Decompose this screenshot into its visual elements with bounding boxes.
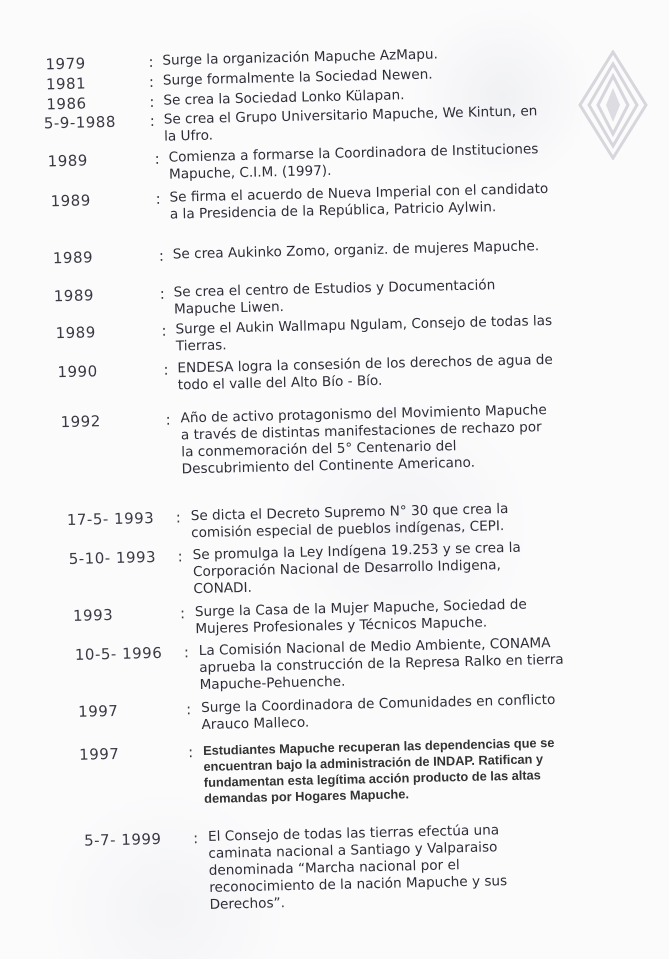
entry-description: La Comisión Nacional de Medio Ambiente, CONAMA aprueba la construcción de la Represa Ralko en tierra Mapuche-Pehuenche.: [198, 635, 564, 694]
entry-separator: :: [179, 604, 186, 623]
entry-description: Surge la Coordinadora de Comunidades en conflicto Arauco Malleco.: [200, 691, 556, 733]
entry-description: Se crea la Sociedad Lonko Külapan.: [163, 87, 405, 109]
timeline-entry: [0, 178, 662, 223]
entry-separator: :: [163, 360, 169, 379]
entry-date: 1989: [52, 248, 94, 268]
entry-date: 1989: [55, 323, 96, 343]
entry-separator: :: [183, 643, 190, 662]
entry-description: Se crea Aukinko Zomo, organiz. de mujeres Mapuche.: [172, 238, 540, 263]
entry-separator: :: [159, 284, 165, 303]
entry-date: 1993: [72, 605, 114, 625]
entry-date: 5-10- 1993: [68, 547, 157, 568]
entry-description: Año de activo protagonismo del Movimiento Mapuche a través de distintas manifestaciones de rechazo por la conmemoración del 5° Centenario del Descubrimiento del Continente Americano.: [180, 402, 547, 478]
timeline-entry: [6, 732, 669, 806]
entry-date: 10-5- 1996: [74, 643, 163, 664]
entry-date: 1990: [57, 362, 98, 382]
entry-separator: :: [161, 321, 167, 340]
entry-description: Surge la Casa de la Mujer Mapuche, Sociedad de Mujeres Profesionales y Técnicos Mapuche.: [194, 596, 527, 638]
entry-date: 5-7- 1999: [83, 829, 162, 850]
entry-separator: :: [185, 700, 192, 719]
entry-separator: :: [148, 72, 155, 92]
entry-description: ENDESA logra la consesión de los derechos de agua de todo el valle del Alto Bío - Bío.: [177, 351, 553, 394]
entry-separator: :: [175, 508, 182, 527]
timeline-entry: [3, 593, 669, 638]
entry-description: Comienza a formarse la Coordinadora de Instituciones Mapuche, C.I.M. (1997).: [168, 141, 539, 183]
entry-separator: :: [149, 111, 156, 130]
entry-description: Se dicta el Decreto Supremo N° 30 que crea la comisión especial de pueblos indígenas, CEPI.: [190, 500, 509, 542]
entry-separator: :: [155, 189, 161, 208]
entry-separator: :: [177, 547, 183, 566]
entry-description: El Consejo de todas las tierras efectúa una caminata nacional a Santiago y Valparaiso denominada “Marcha nacional por el reconocimiento de la nación Mapuche y sus Derechos”.: [207, 822, 508, 913]
entry-separator: :: [158, 246, 165, 265]
entry-date: 1979: [45, 54, 86, 74]
entry-date: 1989: [53, 286, 95, 306]
timeline-entry: [1, 497, 669, 542]
entry-date: 1989: [50, 191, 91, 211]
timeline-entry: [5, 689, 669, 733]
entry-description: Se crea el centro de Estudios y Documentación Mapuche Liwen.: [173, 277, 496, 318]
entry-date: 1986: [46, 94, 87, 114]
entry-date: 1989: [47, 151, 89, 171]
entry-separator: :: [149, 92, 155, 111]
entry-date: 1997: [78, 744, 120, 764]
entry-description: Surge el Aukin Wallmapu Ngulam, Consejo de todas las Tierras.: [175, 312, 553, 355]
timeline-entry: [0, 235, 664, 268]
entry-description: Estudiantes Mapuche recuperan las dependencias que se encuentran bajo la administración de INDAP. Ratifican y fundamentan esta legítima acción producto de las altas demandas por Hogares Mapuche.: [202, 734, 555, 806]
entry-date: 1981: [45, 74, 87, 94]
entry-date: 5-9-1988: [43, 112, 117, 133]
entry-description: Surge formalmente la Sociedad Newen.: [162, 66, 433, 89]
entry-separator: :: [148, 52, 154, 72]
entry-date: 1992: [60, 412, 101, 432]
timeline-entry: [0, 273, 664, 318]
entry-description: Se firma el acuerdo de Nueva Imperial con el candidato a la Presidencia de la República, Patricio Aylwin.: [169, 180, 549, 223]
entry-date: 1997: [77, 701, 119, 721]
entry-separator: :: [154, 149, 160, 168]
entry-description: Surge la organización Mapuche AzMapu.: [162, 46, 439, 69]
timeline-entry: [8, 818, 669, 913]
entry-date: 17-5- 1993: [66, 509, 155, 529]
entry-description: Se promulga la Ley Indígena 19.253 y se crea la Corporación Nacional de Desarrollo Indigena, CONADI.: [192, 539, 521, 598]
timeline-entry: [0, 41, 659, 74]
entry-description: Se crea el Grupo Universitario Mapuche, We Kintun, en la Ufro.: [163, 103, 538, 145]
entry-separator: :: [192, 829, 199, 848]
entry-separator: :: [187, 743, 194, 762]
entry-separator: :: [165, 410, 171, 429]
timeline-entry: [0, 399, 667, 478]
